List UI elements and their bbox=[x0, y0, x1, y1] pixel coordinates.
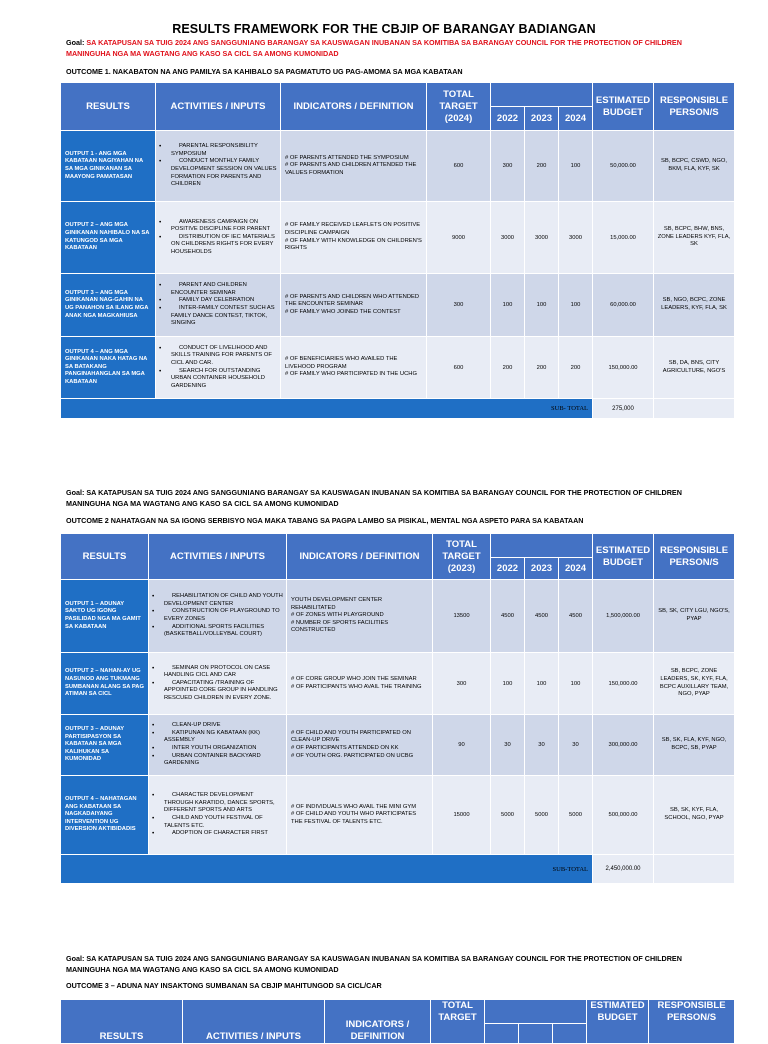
list-item: • DISTRIBUTION OF IEC MATERIALS ON CHILDRENS RIGHTS FOR EVERY HOUSEHOLDS bbox=[159, 234, 277, 257]
table-row bbox=[61, 131, 735, 202]
output-cell: OUTPUT 1 - ANG MGA KABATAAN NAGIYAHAN NA SA MGA GINIKANAN SA MAAYONG PAMATASAN bbox=[61, 131, 156, 202]
list-item: • KATIPUNAN NG KABATAAN (KK) ASSEMBLY bbox=[152, 730, 283, 745]
total-cell: 300 bbox=[433, 653, 491, 715]
outcome-3-table bbox=[60, 999, 735, 1044]
budget-cell: 500,000.00 bbox=[593, 776, 654, 855]
header-activities: ACTIVITIES / INPUTS bbox=[156, 83, 281, 131]
header-years-group bbox=[491, 534, 593, 558]
year-2022-cell: 3000 bbox=[491, 202, 525, 274]
outcome-3-title: OUTCOME 3 – ADUNA NAY INSAKTONG SUMBANAN SA CBJIP MAHITUNGOD SA CICL/CAR bbox=[66, 981, 382, 990]
header-total-target: TOTAL TARGET (2023) bbox=[433, 534, 491, 580]
list-item: • CAPACITATING /TRAINING OF APPOINTED CORE GROUP IN HANDLING RESCUED CHILDREN IN EVERY ZONE. bbox=[152, 680, 283, 703]
output-cell: OUTPUT 4 – NAHATAGAN ANG KABATAAN SA NAGKADAIYANG INTERVENTION UG DIVERSION AKTIBIDADIS bbox=[61, 776, 149, 855]
year-2022-cell: 4500 bbox=[491, 580, 525, 653]
list-item: • AWARENESS CAMPAIGN ON POSITIVE DISCIPLINE FOR PARENT bbox=[159, 219, 277, 234]
year-2024-cell: 5000 bbox=[559, 776, 593, 855]
header-activities: ACTIVITIES / INPUTS bbox=[183, 1000, 325, 1044]
list-item: • CLEAN-UP DRIVE bbox=[152, 722, 283, 730]
year-2023-cell: 100 bbox=[525, 653, 559, 715]
table-row bbox=[61, 274, 735, 337]
list-item: • CHARACTER DEVELOPMENT THROUGH KARATIDO, DANCE SPORTS, DIFFERENT SPORTS AND ARTS bbox=[152, 792, 283, 815]
total-cell: 9000 bbox=[427, 202, 491, 274]
list-item: • PARENTAL RESPONSIBILITY SYMPOSIUM bbox=[159, 143, 277, 158]
activities-cell bbox=[156, 131, 281, 202]
year-2022-cell: 100 bbox=[491, 274, 525, 337]
subtotal-label: SUB-TOTAL bbox=[61, 855, 593, 884]
year-2022-cell: 300 bbox=[491, 131, 525, 202]
header-year-2023: 2023 bbox=[525, 558, 559, 580]
outcome-1-title: OUTCOME 1. NAKABATON NA ANG PAMILYA SA KAHIBALO SA PAGMATUTO UG PAG-AMOMA SA MGA KABATAAN bbox=[66, 67, 463, 76]
header-years-group bbox=[491, 83, 593, 107]
year-2023-cell: 200 bbox=[525, 131, 559, 202]
list-item: • PARENT AND CHILDREN ENCOUNTER SEMINAR bbox=[159, 282, 277, 297]
header-responsible: RESPONSIBLE PERSON/S bbox=[654, 83, 735, 131]
year-2024-cell: 4500 bbox=[559, 580, 593, 653]
table-row bbox=[61, 776, 735, 855]
table-row bbox=[61, 715, 735, 776]
goal-text: SA KATAPUSAN SA TUIG 2024 ANG SANGGUNIANG BARANGAY SA KAUSWAGAN INUBANAN SA KOMITIBA SA BARANGAY COUNCIL FOR THE PROTECTION OF CHILDREN MANINGUHA NGA MA WAGTANG ANG KASO SA CICL SA AMONG KUMONIDAD bbox=[66, 38, 682, 58]
list-item: • ADDITIONAL SPORTS FACILITIES (BASKETBALL/VOLLEYBAL COURT) bbox=[152, 624, 283, 639]
header-year-2023: 2023 bbox=[525, 107, 559, 131]
list-item: • CHILD AND YOUTH FESTIVAL OF TALENTS ETC. bbox=[152, 815, 283, 830]
activities-cell bbox=[149, 715, 287, 776]
indicators-cell: # OF CHILD AND YOUTH PARTICIPATED ON CLEAN-UP DRIVE # OF PARTICIPANTS ATTENDED ON KK # OF YOUTH ORG. PARTICIPATED ON UCBG bbox=[287, 715, 433, 776]
year-2022-cell: 100 bbox=[491, 653, 525, 715]
list-item: • CONDUCT OF LIVELIHOOD AND SKILLS TRAINING FOR PARENTS OF CICL AND CAR. bbox=[159, 345, 277, 368]
header-indicators: INDICATORS / DEFINITION bbox=[281, 83, 427, 131]
header-results: RESULTS bbox=[61, 534, 149, 580]
year-2024-cell: 100 bbox=[559, 131, 593, 202]
outcome-2-title: OUTCOME 2 NAHATAGAN NA SA IGONG SERBISYO NGA MAKA TABANG SA PAGPA LAMBO SA PISIKAL, MENTAL NGA ASPETO PARA SA KABATAAN bbox=[66, 516, 584, 525]
activities-cell bbox=[156, 337, 281, 399]
header-year-cell bbox=[519, 1024, 553, 1044]
list-item: • SEMINAR ON PROTOCOL ON CASE HANDLING CICL AND CAR bbox=[152, 665, 283, 680]
table-row bbox=[61, 202, 735, 274]
year-2022-cell: 200 bbox=[491, 337, 525, 399]
header-budget: ESTIMATED BUDGET bbox=[593, 534, 654, 580]
outcome-2-table bbox=[60, 533, 735, 884]
output-cell: OUTPUT 1 – ADUNAY SAKTO UG IGONG PASILIDAD NGA MA GAMIT SA KABATAAN bbox=[61, 580, 149, 653]
list-item: • CONDUCT MONTHLY FAMILY DEVELOPMENT SESSION ON VALUES FORMATION FOR PARENTS AND CHILDREN bbox=[159, 158, 277, 188]
indicators-cell: # OF INDIVIDUALS WHO AVAIL THE MINI GYM # OF CHILD AND YOUTH WHO PARTICIPATES THE FESTIVAL OF TALENTS ETC. bbox=[287, 776, 433, 855]
year-2024-cell: 200 bbox=[559, 337, 593, 399]
year-2024-cell: 100 bbox=[559, 274, 593, 337]
page-title: RESULTS FRAMEWORK FOR THE CBJIP OF BARANGAY BADIANGAN bbox=[172, 22, 596, 36]
goal-label: Goal: bbox=[66, 488, 85, 497]
year-2024-cell: 30 bbox=[559, 715, 593, 776]
year-2023-cell: 3000 bbox=[525, 202, 559, 274]
goal-2 bbox=[66, 487, 706, 509]
header-results: RESULTS bbox=[61, 1000, 183, 1044]
header-budget: ESTIMATED BUDGET bbox=[587, 1000, 649, 1044]
total-cell: 15000 bbox=[433, 776, 491, 855]
list-item: • INTER-FAMILY CONTEST SUCH AS FAMILY DANCE CONTEST, TIKTOK, SINGING bbox=[159, 305, 277, 328]
goal-label: Goal: bbox=[66, 38, 85, 47]
budget-cell: 150,000.00 bbox=[593, 337, 654, 399]
budget-cell: 60,000.00 bbox=[593, 274, 654, 337]
header-results: RESULTS bbox=[61, 83, 156, 131]
year-2023-cell: 5000 bbox=[525, 776, 559, 855]
total-cell: 600 bbox=[427, 337, 491, 399]
activities-cell bbox=[156, 202, 281, 274]
goal-1 bbox=[66, 37, 706, 59]
subtotal-row bbox=[61, 399, 735, 419]
year-2024-cell: 100 bbox=[559, 653, 593, 715]
header-total-target: TOTAL TARGET bbox=[431, 1000, 485, 1044]
header-budget: ESTIMATED BUDGET bbox=[593, 83, 654, 131]
budget-cell: 150,000.00 bbox=[593, 653, 654, 715]
header-responsible: RESPONSIBLE PERSON/S bbox=[654, 534, 735, 580]
total-cell: 600 bbox=[427, 131, 491, 202]
list-item: • FAMILY DAY CELEBRATION bbox=[159, 297, 277, 305]
subtotal-row bbox=[61, 855, 735, 884]
activities-cell bbox=[156, 274, 281, 337]
output-cell: OUTPUT 2 – ANG MGA GINIKANAN NAHIBALO NA SA KATUNGOD SA MGA KABATAAN bbox=[61, 202, 156, 274]
subtotal-label: SUB- TOTAL bbox=[61, 399, 593, 419]
year-2023-cell: 200 bbox=[525, 337, 559, 399]
header-years-group bbox=[485, 1000, 587, 1024]
header-indicators: INDICATORS / DEFINITION bbox=[287, 534, 433, 580]
subtotal-value: 2,450,000.00 bbox=[593, 855, 654, 884]
responsible-cell: SB, SK, CITY LGU, NGO'S, PYAP bbox=[654, 580, 735, 653]
output-cell: OUTPUT 4 – ANG MGA GINIKANAN NAKA HATAG NA SA BATAKANG PANGINAHANGLAN SA MGA KABATAAN bbox=[61, 337, 156, 399]
goal-label: Goal: bbox=[66, 954, 85, 963]
header-year-cell bbox=[485, 1024, 519, 1044]
year-2023-cell: 100 bbox=[525, 274, 559, 337]
goal-3 bbox=[66, 953, 706, 975]
header-indicators: INDICATORS / DEFINITION bbox=[325, 1000, 431, 1044]
goal-text: SA KATAPUSAN SA TUIG 2024 ANG SANGGUNIANG BARANGAY SA KAUSWAGAN INUBANAN SA KOMITIBA SA BARANGAY COUNCIL FOR THE PROTECTION OF CHILDREN MANINGUHA NGA MA WAGTANG ANG KASO SA CICL SA AMONG KUMONIDAD bbox=[66, 954, 682, 974]
table-row bbox=[61, 653, 735, 715]
list-item: • CONSTRUCTION OF PLAYGROUND TO EVERY ZONES bbox=[152, 608, 283, 623]
year-2022-cell: 30 bbox=[491, 715, 525, 776]
responsible-cell: SB, SK, KYF, FLA, SCHOOL, NGO, PYAP bbox=[654, 776, 735, 855]
output-cell: OUTPUT 2 – NAHAN-AY UG NASUNOD ANG TUKMANG SUMBANAN ALANG SA PAG ATIMAN SA CICL bbox=[61, 653, 149, 715]
output-cell: OUTPUT 3 – ADUNAY PARTISIPASYON SA KABATAAN SA MGA KALIHUKAN SA KUMONIDAD bbox=[61, 715, 149, 776]
header-year-2022: 2022 bbox=[491, 107, 525, 131]
subtotal-value: 275,000 bbox=[593, 399, 654, 419]
responsible-cell: SB, DA, BNS, CITY AGRICULTURE, NGO'S bbox=[654, 337, 735, 399]
indicators-cell: # OF PARENTS AND CHILDREN WHO ATTENDED THE ENCOUNTER SEMINAR # OF FAMILY WHO JOINED THE CONTEST bbox=[281, 274, 427, 337]
goal-text: SA KATAPUSAN SA TUIG 2024 ANG SANGGUNIANG BARANGAY SA KAUSWAGAN INUBANAN SA KOMITIBA SA BARANGAY COUNCIL FOR THE PROTECTION OF CHILDREN MANINGUHA NGA MA WAGTANG ANG KASO SA CICL SA AMONG KUMONIDAD bbox=[66, 488, 682, 508]
header-activities: ACTIVITIES / INPUTS bbox=[149, 534, 287, 580]
header-year-cell bbox=[553, 1024, 587, 1044]
year-2023-cell: 30 bbox=[525, 715, 559, 776]
indicators-cell: # OF PARENTS ATTENDED THE SYMPOSIUM # OF PARENTS AND CHILDREN ATTENDED THE VALUES FORMATION bbox=[281, 131, 427, 202]
total-cell: 300 bbox=[427, 274, 491, 337]
activities-cell bbox=[149, 776, 287, 855]
subtotal-empty-cell bbox=[654, 399, 735, 419]
header-year-2024: 2024 bbox=[559, 558, 593, 580]
header-year-2022: 2022 bbox=[491, 558, 525, 580]
responsible-cell: SB, NGO, BCPC, ZONE LEADERS, KYF, FLA, SK bbox=[654, 274, 735, 337]
list-item: • ADOPTION OF CHARACTER FIRST bbox=[152, 830, 283, 838]
header-total-target: TOTAL TARGET (2024) bbox=[427, 83, 491, 131]
list-item: • SEARCH FOR OUTSTANDING URBAN CONTAINER HOUSEHOLD GARDENING bbox=[159, 368, 277, 391]
budget-cell: 50,000.00 bbox=[593, 131, 654, 202]
subtotal-empty-cell bbox=[654, 855, 735, 884]
total-cell: 90 bbox=[433, 715, 491, 776]
indicators-cell: # OF BENEFICIARIES WHO AVAILED THE LIVEHOOD PROGRAM # OF FAMILY WHO PARTICIPATED IN THE UCHG bbox=[281, 337, 427, 399]
indicators-cell: YOUTH DEVELOPMENT CENTER REHABILITATED # OF ZONES WITH PLAYGROUND # NUMBER OF SPORTS FACILITIES CONSTRUCTED bbox=[287, 580, 433, 653]
year-2024-cell: 3000 bbox=[559, 202, 593, 274]
responsible-cell: SB, BCPC, BHW, BNS, ZONE LEADERS KYF, FLA, SK bbox=[654, 202, 735, 274]
budget-cell: 15,000.00 bbox=[593, 202, 654, 274]
output-cell: OUTPUT 3 – ANG MGA GINIKANAN NAG-GAHIN NA UG PANAHON SA ILANG MGA ANAK NGA MAGKAHIUSA bbox=[61, 274, 156, 337]
outcome-1-table bbox=[60, 82, 735, 419]
indicators-cell: # OF CORE GROUP WHO JOIN THE SEMINAR # OF PARTICIPANTS WHO AVAIL THE TRAINING bbox=[287, 653, 433, 715]
responsible-cell: SB, SK, FLA, KYF, NGO, BCPC, SB, PYAP bbox=[654, 715, 735, 776]
header-responsible: RESPONSIBLE PERSON/S bbox=[649, 1000, 735, 1044]
responsible-cell: SB, BCPC, CSWD, NGO, BKM, FLA, KYF, SK bbox=[654, 131, 735, 202]
list-item: • INTER YOUTH ORGANIZATION bbox=[152, 745, 283, 753]
budget-cell: 300,000.00 bbox=[593, 715, 654, 776]
list-item: • URBAN CONTAINER BACKYARD GARDENING bbox=[152, 753, 283, 768]
total-cell: 13500 bbox=[433, 580, 491, 653]
year-2023-cell: 4500 bbox=[525, 580, 559, 653]
header-year-2024: 2024 bbox=[559, 107, 593, 131]
responsible-cell: SB, BCPC, ZONE LEADERS, SK, KYF, FLA, BCPC AUXILLARY TEAM, NGO, PYAP bbox=[654, 653, 735, 715]
activities-cell bbox=[149, 580, 287, 653]
budget-cell: 1,500,000.00 bbox=[593, 580, 654, 653]
list-item: • REHABILITATION OF CHILD AND YOUTH DEVELOPMENT CENTER bbox=[152, 593, 283, 608]
indicators-cell: # OF FAMILY RECEIVED LEAFLETS ON POSITIVE DISCIPLINE CAMPAIGN # OF FAMILY WITH KNOWLEDGE ON CHILDREN'S RIGHTS bbox=[281, 202, 427, 274]
table-row bbox=[61, 580, 735, 653]
activities-cell bbox=[149, 653, 287, 715]
table-row bbox=[61, 337, 735, 399]
year-2022-cell: 5000 bbox=[491, 776, 525, 855]
